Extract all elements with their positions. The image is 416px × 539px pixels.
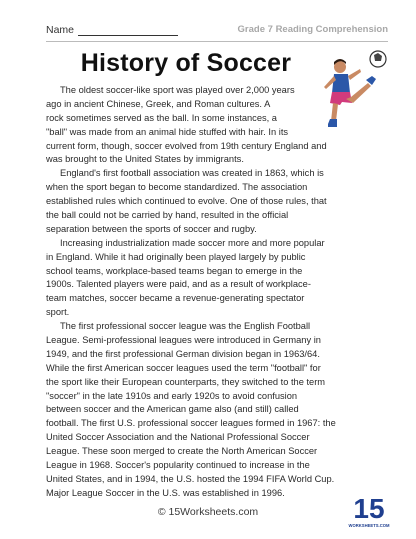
article-line: when the sport began to become standardized. The association	[46, 182, 308, 193]
article-line: "soccer" in the late 1910s and early 1920s to avoid confusion	[46, 390, 298, 401]
article-line: England's first football association was created in 1863, which is	[60, 168, 324, 179]
article-line: "ball" was made from an animal hide stuffed with hair. In its	[46, 126, 289, 137]
article-line: current form, though, soccer evolved from 19th century England and	[46, 140, 327, 151]
article-line: 1949, and the first professional German division began in 1963/64.	[46, 348, 320, 359]
article-line: United States, and in 1994, the U.S. hosted the 1994 FIFA World Cup.	[46, 473, 335, 484]
article-body	[46, 84, 336, 501]
article-line: established rules which continued to evolve. One of those rules, that	[46, 196, 327, 207]
15worksheets-logo	[348, 490, 390, 530]
article-line: the sport like their European counterparts, they switched to the term	[46, 376, 326, 387]
article-line: Increasing industrialization made soccer more and more popular	[60, 237, 325, 248]
article-line: school teams, workplace-based teams began to emerge in the	[46, 265, 303, 276]
article-line: 1900s. Talented players were paid, and as a result of workplace-	[46, 279, 311, 290]
header-divider	[46, 41, 388, 42]
footer-copyright: © 15Worksheets.com	[157, 506, 259, 518]
article-line: in England. While it had originally been played largely by public	[46, 251, 306, 262]
article-line: United Soccer Association and the National Professional Soccer	[46, 432, 310, 443]
page-title: History of Soccer	[80, 49, 292, 77]
grade-label: Grade 7 Reading Comprehension	[237, 24, 388, 35]
article-line: the ball could not be carried by hand, resulted in the official	[46, 210, 289, 221]
article-line: Major League Soccer in the U.S. was established in 1996.	[46, 487, 285, 498]
article-line: rock sometimes served as the ball. In some instances, a	[46, 112, 277, 123]
logo-number: 15	[353, 493, 385, 524]
article-line: was brought to the United States by immigrants.	[46, 154, 244, 165]
article-line: While the first American soccer leagues used the term "football" for	[46, 362, 321, 373]
article-line: League in 1968. Soccer's popularity continued to increase in the	[46, 460, 310, 471]
logo-text: WORKSHEETS.COM	[348, 523, 390, 528]
article-line: separation between the sports of soccer and rugby.	[46, 223, 257, 234]
article-line: team matches, soccer became a revenue-generating spectator	[46, 293, 305, 304]
worksheet-header	[46, 24, 388, 38]
article-line: League. Semi-professional leagues were introduced in Germany in	[46, 335, 321, 346]
article-line: ago in ancient Chinese, Greek, and Roman cultures. A	[46, 98, 271, 109]
article-line: League. These soon merged to create the North American Soccer	[46, 446, 318, 457]
name-blank-line[interactable]	[78, 35, 178, 36]
name-label: Name	[46, 24, 75, 36]
article-line: sport.	[46, 307, 70, 318]
article-line: The oldest soccer-like sport was played over 2,000 years	[60, 85, 295, 95]
article-line: between soccer and the American game also (and still) called	[46, 404, 299, 415]
article-line: football. The first U.S. professional soccer leagues formed in 1967: the	[46, 418, 336, 429]
article-line: The first professional soccer league was the English Football	[60, 321, 311, 332]
